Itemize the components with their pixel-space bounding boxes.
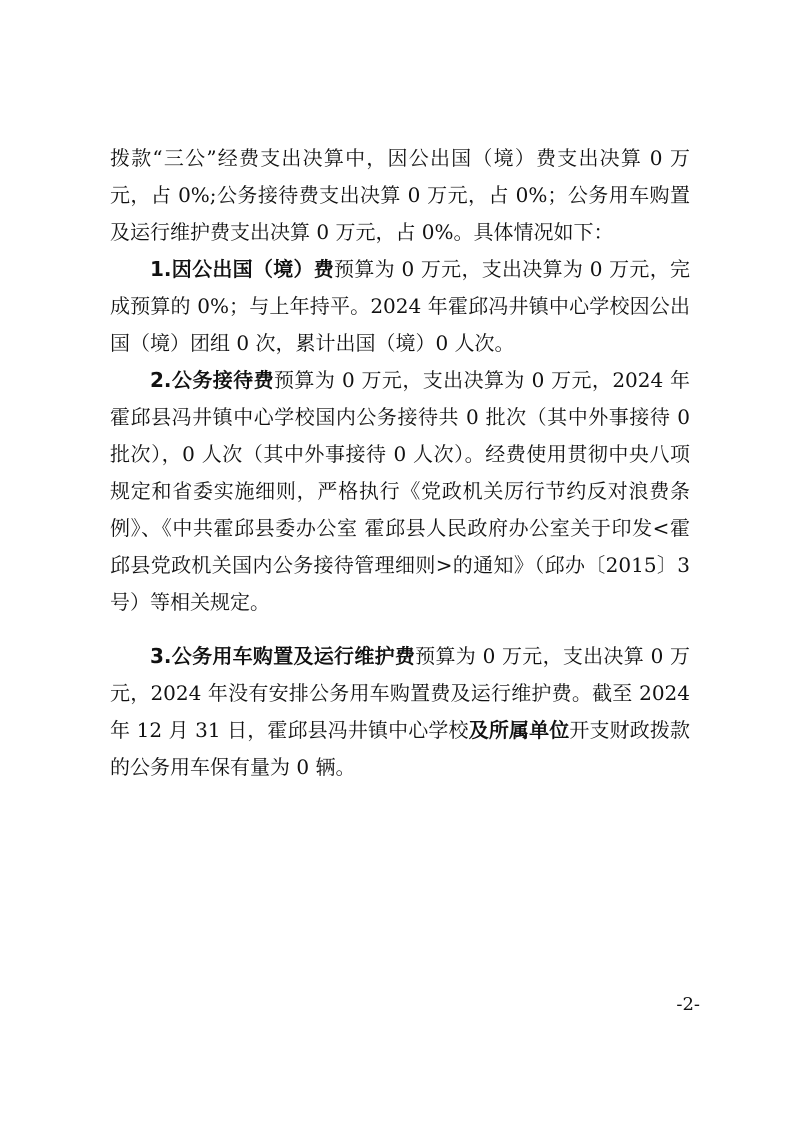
paragraph-text: 开支财政拨款的公务用车保有量为 0 辆。 (110, 718, 691, 779)
emphasis-affiliated-units: 及所属单位 (468, 718, 570, 742)
paragraph-text: 拨款“三公”经费支出决算中，因公出国（境）费支出决算 0 万元，占 0%;公务接待费支出决算 0 万元，占 0%；公务用车购置及运行维护费支出决算 0 万元，占 0%。具体情况如下： (110, 146, 690, 244)
page-number: -2- (676, 994, 700, 1015)
paragraph-official-vehicles (110, 638, 690, 786)
section-heading-overseas-travel: 1.因公出国（境）费 (150, 257, 335, 281)
paragraph-official-reception (110, 362, 690, 621)
paragraph-text: 预算为 0 万元，支出决算为 0 万元，2024 年霍邱县冯井镇中心学校国内公务接待共 0 批次（其中外事接待 0 批次），0 人次（其中外事接待 0 人次）。经费使用贯彻中央八项规定和省委实施细则，严格执行《党政机关厉行节约反对浪费条例》、《中共霍邱县委办公室 霍邱县人民政府办公室关于印发<霍邱县党政机关国内公务接待管理细则>的通知》（邱办〔2015〕3 号）等相关规定。 (110, 368, 690, 614)
paragraph-text: 预算为 0 万元，支出决算 0 万元，2024 年没有安排公务用车购置费及运行维护费。截至 2024 年 12 月 31 日，霍邱县冯井镇中心学校 (110, 644, 690, 742)
section-heading-official-vehicles: 3.公务用车购置及运行维护费 (150, 644, 416, 668)
paragraph-overseas-travel (110, 251, 690, 362)
paragraph-three-public-summary (110, 140, 690, 251)
section-heading-official-reception: 2.公务接待费 (150, 368, 274, 392)
paragraph-text: 预算为 0 万元，支出决算为 0 万元，完成预算的 0%；与上年持平。2024 年霍邱冯井镇中心学校因公出国（境）团组 0 次，累计出国（境）0 人次。 (110, 257, 690, 355)
document-body (110, 140, 690, 786)
